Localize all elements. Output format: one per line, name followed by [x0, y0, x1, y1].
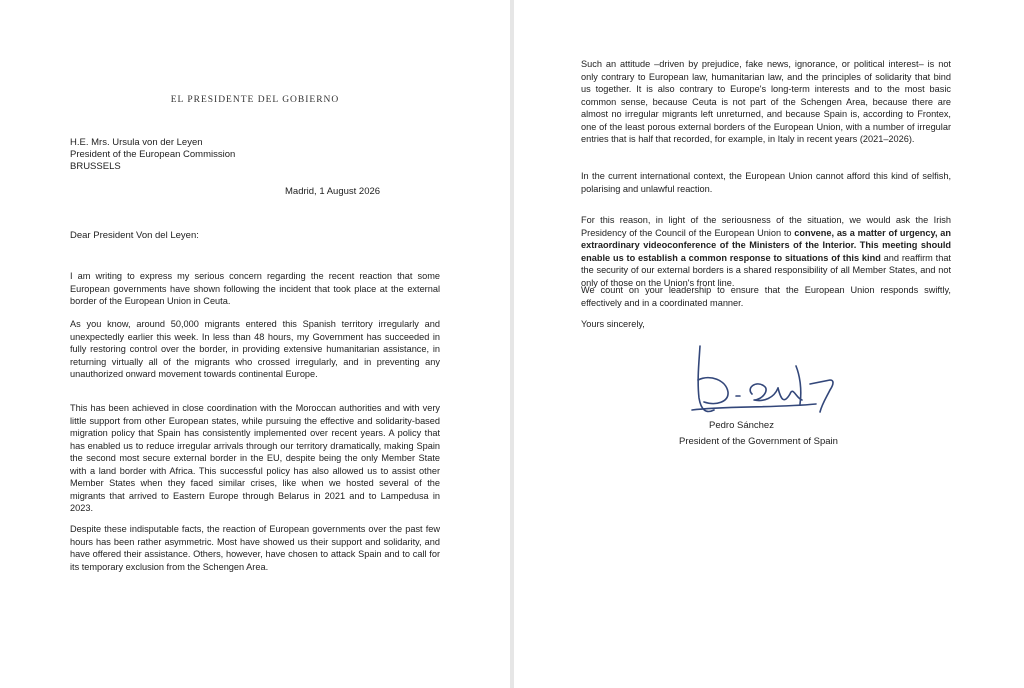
paragraph: We count on your leadership to ensure that the European Union responds swiftly, effectively and in a coordinated manner.	[581, 285, 951, 308]
addressee-line: H.E. Mrs. Ursula von der Leyen	[70, 137, 203, 148]
paragraph-bold-text: convene, as a matter of urgency, an extraordinary videoconference of the Ministers of the Interior. This meeting should enable us to establish a common response to situations of this kind	[581, 227, 951, 263]
letter-page-1	[0, 0, 510, 688]
addressee-line: BRUSSELS	[70, 161, 121, 172]
paragraph: Despite these indisputable facts, the reaction of European governments over the past few hours has been rather asymmetric. Most have showed us their support and solidarity, and have offered their assistance. Others, however, have chosen to attack Spain and to call for its temporary exclusion from the Schengen Area.	[70, 524, 440, 572]
letter-page-2	[514, 0, 1024, 688]
paragraph	[581, 214, 951, 289]
paragraph: In the current international context, the European Union cannot afford this kind of selfish, polarising and unlawful reaction.	[581, 171, 951, 194]
paragraph: Such an attitude –driven by prejudice, fake news, ignorance, or political interest– is not only contrary to European law, humanitarian law, and the principles of solidarity that bind us together. It is also contrary to Europe's long-term interests and to the most basic common sense, because Ceuta is not part of the Schengen Area, because there are almost no irregular migrants left unreturned, and because Spain is, according to Frontex, one of the least porous external borders of the European Union, with a number of irregular entries that is half that recorded, for example, in Italy in recent years (2021–2026).	[581, 59, 951, 144]
paragraph: I am writing to express my serious concern regarding the recent reaction that some European governments have shown following the incident that took place at the external border of the European Union in Ceuta.	[70, 271, 440, 306]
paragraph: As you know, around 50,000 migrants entered this Spanish territory irregularly and unexpectedly earlier this week. In less than 48 hours, my Government has succeeded in fully restoring control over the border, in providing extensive humanitarian assistance, in returning virtually all of the migrants who crossed irregularly, and in preventing any unauthorized onward movement towards continental Europe.	[70, 319, 440, 379]
letter-date: Madrid, 1 August 2026	[285, 186, 381, 197]
paragraph-text: For this reason, in light of the seriousness of the situation, we would ask the Irish Presidency of the Council of the European Union to	[581, 215, 951, 238]
paragraph: This has been achieved in close coordination with the Moroccan authorities and with very little support from other European states, while pursuing the effective and solidarity-based migration policy that Spain has consistently implemented over recent years. A policy that has enabled us to reduce irregular arrivals through our territory dramatically, making Spain the second most secure external border in the EU, despite being the only Member State with a land border with Africa. This successful policy has also allowed us to assist other Member States when they faced similar crises, like when we hosted several of the migrants that arrived to Eastern Europe through Belarus in 2021 and to Lampedusa in 2023.	[70, 403, 440, 513]
addressee-block	[70, 137, 235, 173]
handwritten-signature	[684, 340, 874, 420]
signer-name: Pedro Sánchez	[709, 420, 774, 431]
closing: Yours sincerely,	[581, 319, 645, 329]
signer-title: President of the Government of Spain	[679, 436, 838, 447]
letterhead: EL PRESIDENTE DEL GOBIERNO	[170, 95, 340, 105]
addressee-line: President of the European Commission	[70, 149, 236, 160]
paragraph-text: and reaffirm that the security of our external borders is a shared responsibility of all Member States, and not only of those on the Union's front line.	[581, 252, 951, 288]
salutation: Dear President Von del Leyen:	[70, 230, 199, 241]
